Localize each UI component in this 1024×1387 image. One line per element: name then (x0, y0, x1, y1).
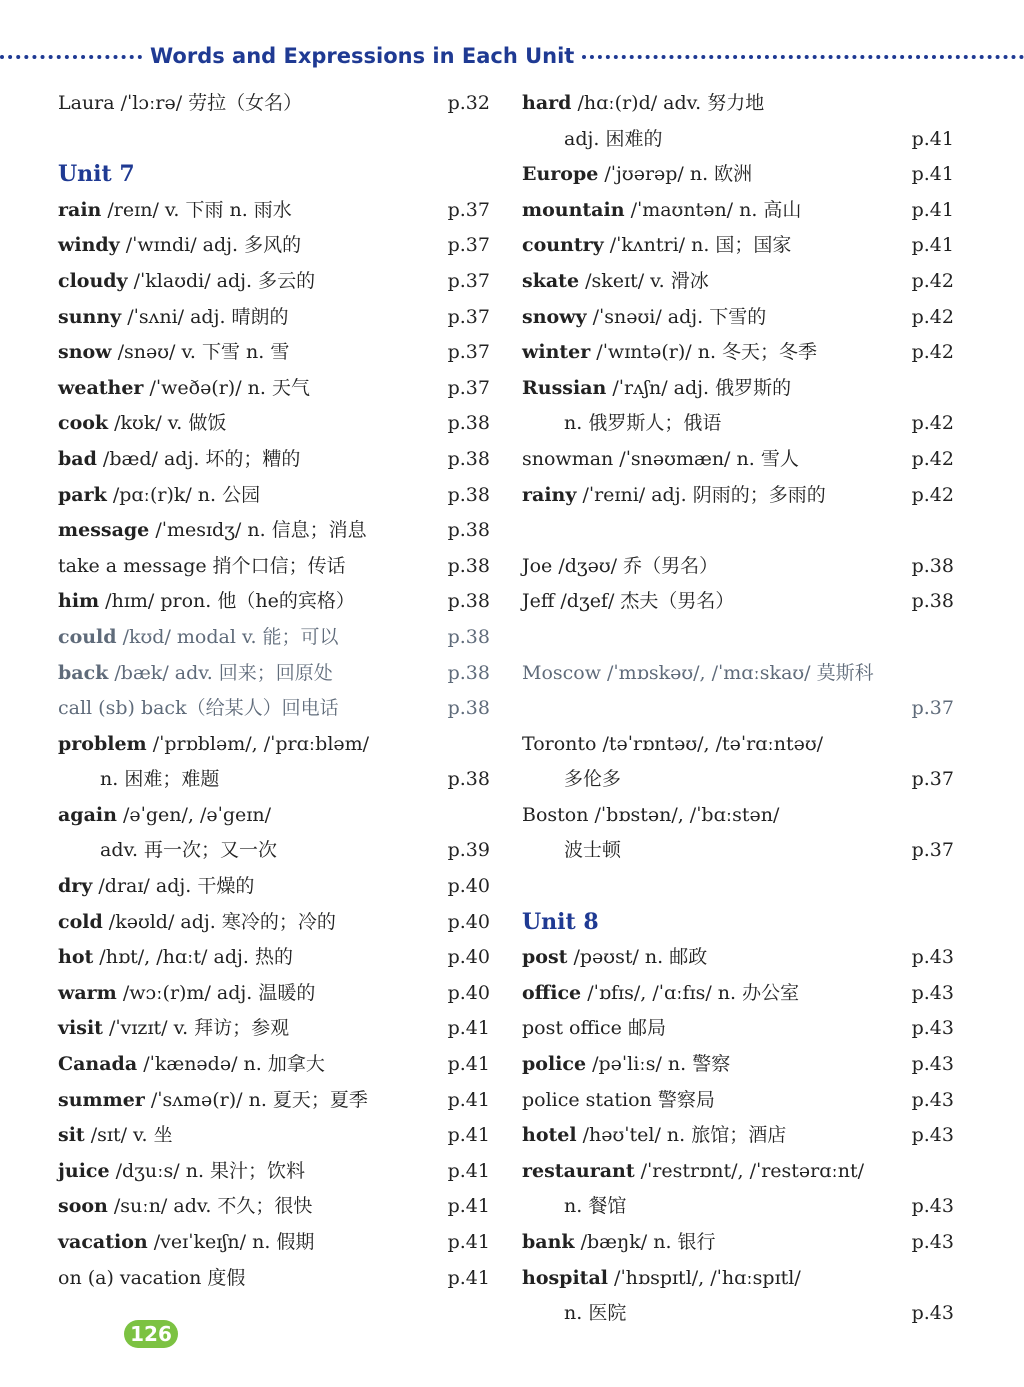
vocab-definition: /suːn/ adv. 不久；很快 (107, 1195, 313, 1218)
vocab-word: police (522, 1053, 587, 1076)
vocab-entry (58, 727, 490, 763)
vocab-word: warm (58, 981, 117, 1004)
vocab-word: summer (58, 1088, 145, 1111)
page-reference: p.40 (447, 981, 490, 1004)
vocab-text (58, 620, 339, 656)
vocab-entry (58, 549, 490, 585)
vocab-definition: /ˈvɪzɪt/ v. 拜访；参观 (102, 1017, 290, 1040)
vocab-entry (522, 335, 954, 371)
page-reference: p.41 (447, 1017, 490, 1040)
vocab-word: snow (58, 341, 112, 364)
page-reference: p.43 (911, 1124, 954, 1147)
page-reference: p.38 (447, 447, 490, 470)
page-reference: p.37 (447, 269, 490, 292)
vocab-definition: /hɪm/ pron. 他（he的宾格） (99, 590, 355, 613)
vocab-word: park (58, 483, 107, 506)
vocab-entry (522, 1118, 954, 1154)
vocab-text (58, 513, 367, 549)
vocab-definition: /dʒuːs/ n. 果汁；饮料 (109, 1159, 306, 1182)
vocab-entry (522, 1261, 954, 1297)
vocab-word: cloudy (58, 269, 128, 292)
vocab-text: Jeff /dʒef/ 杰夫（男名） (522, 590, 735, 613)
vocab-word: bank (522, 1231, 575, 1253)
vocab-word: back (58, 661, 109, 684)
vocab-text: n. 俄罗斯人；俄语 (564, 412, 722, 435)
vocab-entry (522, 122, 954, 158)
page-reference: p.38 (447, 661, 490, 684)
vocab-text: call (sb) back（给某人）回电话 (58, 697, 339, 720)
section-header (0, 40, 1024, 72)
vocab-text: take a message 捎个口信；传话 (58, 554, 346, 577)
vocab-text (522, 976, 799, 1012)
header-dots-right (582, 55, 1024, 59)
page-reference: p.41 (911, 198, 954, 221)
vocab-entry (522, 1011, 954, 1047)
vocab-definition: /ˈjʊərəp/ n. 欧洲 (598, 163, 753, 186)
page-number-badge: 126 (124, 1320, 178, 1348)
page-reference: p.42 (911, 483, 954, 506)
vocab-text (58, 584, 355, 620)
vocab-definition: /ˈkænədə/ n. 加拿大 (137, 1053, 325, 1076)
vocab-text (522, 1047, 730, 1083)
vocab-word: Europe (522, 163, 599, 186)
vocab-definition: /ˈhɒspɪtl/, /ˈhɑːspɪtl/ (608, 1266, 801, 1289)
spacer (58, 122, 490, 158)
vocab-entry (58, 513, 490, 549)
page-reference: p.38 (911, 590, 954, 613)
vocab-entry (58, 976, 490, 1012)
vocab-entry (522, 264, 954, 300)
vocab-definition: /skeɪt/ v. 滑冰 (579, 269, 709, 292)
page-reference: p.37 (447, 234, 490, 257)
vocab-text (522, 1154, 864, 1190)
vocab-entry (522, 976, 954, 1012)
vocab-word: problem (58, 732, 147, 755)
page-reference: p.43 (911, 1195, 954, 1218)
vocab-text: Laura /ˈlɔːrə/ 劳拉（女名） (58, 92, 303, 114)
page-reference: p.32 (447, 92, 490, 114)
unit-heading: Unit 8 (522, 908, 599, 935)
vocab-definition: /pəˈliːs/ n. 警察 (586, 1053, 731, 1076)
vocab-text: adj. 困难的 (564, 127, 663, 150)
vocab-definition: /ˈmesɪdʒ/ n. 信息；消息 (149, 519, 367, 542)
vocab-entry (522, 798, 954, 834)
vocab-word: hotel (522, 1124, 577, 1147)
page-reference: p.43 (911, 981, 954, 1004)
page-reference: p.43 (911, 1088, 954, 1111)
vocab-text (522, 1261, 801, 1297)
vocab-word: sit (58, 1124, 85, 1147)
spacer (522, 620, 954, 656)
page-reference: p.43 (911, 1017, 954, 1040)
vocab-definition: /veɪˈkeɪʃn/ n. 假期 (147, 1231, 315, 1253)
vocab-word: Russian (522, 376, 607, 399)
vocab-definition: /ˈreɪni/ adj. 阴雨的；多雨的 (576, 483, 826, 506)
page-reference: p.38 (447, 412, 490, 435)
vocab-definition: /snəʊ/ v. 下雪 n. 雪 (111, 341, 290, 364)
vocab-entry (522, 1154, 954, 1190)
vocab-text (58, 905, 336, 941)
vocab-word: cold (58, 910, 103, 933)
vocab-word: windy (58, 234, 120, 257)
vocab-text: on (a) vacation 度假 (58, 1266, 246, 1289)
vocab-definition: /hɑː(r)d/ adv. 努力地 (571, 92, 765, 114)
page-reference: p.41 (911, 234, 954, 257)
vocab-text (58, 406, 226, 442)
page-reference: p.41 (447, 1195, 490, 1218)
vocab-definition: /bæd/ adj. 坏的；糟的 (96, 447, 301, 470)
vocab-definition: /kʊd/ modal v. 能；可以 (116, 625, 339, 648)
vocab-text (58, 976, 315, 1012)
vocab-text (58, 300, 289, 336)
page-reference: p.37 (447, 376, 490, 399)
spacer (522, 513, 954, 549)
vocab-text (58, 727, 369, 763)
page-reference: p.43 (911, 1231, 954, 1253)
vocab-entry (58, 905, 490, 941)
page-reference: p.41 (447, 1088, 490, 1111)
vocab-text (58, 1225, 314, 1261)
vocab-entry (58, 762, 490, 798)
vocab-definition: /bæŋk/ n. 银行 (574, 1231, 716, 1253)
vocab-text (522, 300, 766, 336)
vocab-entry (58, 1261, 490, 1297)
page-reference: p.38 (447, 625, 490, 648)
vocab-entry (58, 478, 490, 514)
vocab-text (58, 1011, 289, 1047)
vocab-definition: /sɪt/ v. 坐 (84, 1124, 173, 1147)
vocab-entry (522, 1225, 954, 1261)
vocab-definition: /həʊˈtel/ n. 旅馆；酒店 (576, 1124, 787, 1147)
vocab-definition: /ˈwɪntə(r)/ n. 冬天；冬季 (590, 341, 818, 364)
vocab-definition: /kəʊld/ adj. 寒冷的；冷的 (102, 910, 336, 933)
vocab-text (522, 940, 707, 976)
vocab-text: n. 医院 (564, 1302, 627, 1325)
header-title: Words and Expressions in Each Unit (150, 44, 575, 68)
left-column (58, 86, 490, 1296)
vocab-definition: /ˈɒfɪs/, /ˈɑːfɪs/ n. 办公室 (581, 981, 800, 1004)
vocab-word: bad (58, 447, 97, 470)
vocab-word: Canada (58, 1053, 138, 1076)
vocab-entry (522, 228, 954, 264)
vocab-word: winter (522, 341, 591, 364)
vocab-entry (58, 1011, 490, 1047)
vocab-text: police station 警察局 (522, 1088, 715, 1111)
vocab-text (58, 228, 301, 264)
vocab-entry (522, 549, 954, 585)
vocab-entry (58, 1083, 490, 1119)
page-reference: p.41 (447, 1266, 490, 1289)
vocab-text (58, 940, 293, 976)
vocab-word: him (58, 590, 100, 613)
vocab-word: again (58, 803, 117, 826)
page-reference: p.42 (911, 305, 954, 328)
page-reference: p.43 (911, 1302, 954, 1325)
vocab-text (58, 478, 260, 514)
vocab-definition: /pɑː(r)k/ n. 公园 (106, 483, 261, 506)
vocab-definition: /ˈweðə(r)/ n. 天气 (143, 376, 310, 399)
vocab-text: adv. 再一次；又一次 (100, 839, 278, 862)
vocab-text (58, 1154, 305, 1190)
page-reference: p.41 (447, 1159, 490, 1182)
vocab-word: visit (58, 1017, 103, 1040)
page-reference: p.42 (911, 269, 954, 292)
vocab-word: hard (522, 92, 572, 114)
page-reference: p.37 (911, 697, 954, 720)
vocab-entry (58, 869, 490, 905)
vocab-text: n. 困难；难题 (100, 768, 220, 791)
vocab-entry (522, 833, 954, 869)
vocab-entry (522, 86, 954, 122)
page-reference: p.43 (911, 1053, 954, 1076)
vocab-word: rain (58, 198, 102, 221)
vocab-word: hot (58, 946, 94, 969)
vocab-definition: /əˈgen/, /əˈgeɪn/ (116, 803, 271, 826)
vocab-definition: /ˈrestrɒnt/, /ˈrestərɑːnt/ (634, 1159, 865, 1182)
vocab-word: mountain (522, 198, 625, 221)
vocab-text (58, 1083, 368, 1119)
vocab-entry (58, 584, 490, 620)
vocab-text (522, 335, 817, 371)
vocab-word: hospital (522, 1266, 608, 1289)
vocab-text: 多伦多 (564, 768, 622, 791)
vocab-text (522, 157, 752, 193)
vocab-entry (58, 228, 490, 264)
header-dots-left (0, 55, 142, 59)
vocab-text (58, 264, 315, 300)
vocab-entry (58, 833, 490, 869)
vocab-definition: /wɔː(r)m/ adj. 温暖的 (116, 981, 316, 1004)
vocab-word: vacation (58, 1231, 148, 1253)
vocab-text (58, 869, 254, 905)
spacer (522, 869, 954, 905)
vocab-entry (58, 940, 490, 976)
page-reference: p.38 (447, 590, 490, 613)
right-column (522, 86, 954, 1332)
vocab-definition: /ˈsʌni/ adj. 晴朗的 (121, 305, 289, 328)
vocab-definition: /bæk/ adv. 回来；回原处 (108, 661, 333, 684)
vocab-entry (522, 584, 954, 620)
page-reference: p.40 (447, 875, 490, 898)
vocab-entry (58, 1118, 490, 1154)
vocab-entry (58, 1225, 490, 1261)
vocab-text: Moscow /ˈmɒskəʊ/, /ˈmɑːskaʊ/ 莫斯科 (522, 661, 874, 684)
page-reference: p.42 (911, 447, 954, 470)
vocab-word: message (58, 519, 150, 542)
vocab-text: Joe /dʒəʊ/ 乔（男名） (522, 554, 719, 577)
vocab-entry (58, 691, 490, 727)
vocab-definition: /ˈprɒbləm/, /ˈprɑːbləm/ (146, 732, 370, 755)
vocab-word: skate (522, 269, 580, 292)
page-reference: p.37 (911, 839, 954, 862)
page-reference: p.39 (447, 839, 490, 862)
vocab-entry (522, 691, 954, 727)
page-reference: p.41 (911, 163, 954, 186)
page-reference: p.40 (447, 910, 490, 933)
vocab-text (522, 1118, 786, 1154)
page-reference: p.37 (447, 341, 490, 364)
vocab-entry (522, 762, 954, 798)
vocab-definition: /hɒt/, /hɑːt/ adj. 热的 (93, 946, 293, 969)
vocab-text (58, 1189, 312, 1225)
vocab-text (58, 1118, 173, 1154)
vocab-text (522, 1225, 716, 1261)
vocab-entry (58, 264, 490, 300)
vocab-word: country (522, 234, 604, 257)
page-reference: p.37 (447, 198, 490, 221)
vocab-entry (522, 1047, 954, 1083)
page-reference: p.38 (447, 519, 490, 542)
vocab-definition: /draɪ/ adj. 干燥的 (92, 875, 255, 898)
vocab-word: weather (58, 376, 144, 399)
vocab-entry (58, 335, 490, 371)
vocab-text (522, 86, 764, 122)
vocab-word: soon (58, 1195, 108, 1218)
page-reference: p.37 (447, 305, 490, 328)
vocab-text: Toronto /təˈrɒntəʊ/, /təˈrɑːntəʊ/ (522, 732, 824, 755)
vocab-text (522, 264, 709, 300)
vocab-text: post office 邮局 (522, 1017, 666, 1040)
vocab-entry (522, 478, 954, 514)
vocab-text (522, 478, 826, 514)
vocab-word: office (522, 981, 582, 1004)
vocab-text (58, 371, 310, 407)
vocab-text (58, 442, 300, 478)
vocab-entry (58, 620, 490, 656)
vocab-entry (58, 300, 490, 336)
vocab-entry (58, 798, 490, 834)
vocab-text (58, 656, 333, 692)
vocab-entry (522, 1296, 954, 1332)
vocab-definition: /ˈwɪndi/ adj. 多风的 (119, 234, 302, 257)
vocab-word: sunny (58, 305, 122, 328)
vocab-definition: /ˈklaʊdi/ adj. 多云的 (127, 269, 316, 292)
vocab-definition: /ˈsʌmə(r)/ n. 夏天；夏季 (144, 1088, 368, 1111)
unit-heading: Unit 7 (58, 161, 135, 188)
vocab-definition: /ˈmaʊntən/ n. 高山 (624, 198, 802, 221)
vocab-entry (522, 371, 954, 407)
vocab-entry (522, 1083, 954, 1119)
page-reference: p.38 (447, 483, 490, 506)
vocab-definition: /ˈkʌntri/ n. 国；国家 (603, 234, 792, 257)
page-reference: p.38 (447, 697, 490, 720)
vocab-entry (58, 371, 490, 407)
vocab-word: cook (58, 412, 109, 435)
vocab-entry (522, 727, 954, 763)
page-reference: p.41 (447, 1053, 490, 1076)
vocab-text (58, 1047, 325, 1083)
vocab-entry (58, 406, 490, 442)
vocab-entry (522, 940, 954, 976)
vocab-text (522, 193, 801, 229)
vocab-entry (58, 193, 490, 229)
vocab-text (58, 193, 292, 229)
vocab-word: rainy (522, 483, 577, 506)
vocab-word: dry (58, 875, 93, 898)
vocab-word: restaurant (522, 1159, 635, 1182)
page-reference: p.38 (447, 554, 490, 577)
page-reference: p.38 (447, 768, 490, 791)
vocab-text: 波士顿 (564, 839, 622, 862)
vocab-text (58, 335, 289, 371)
vocab-entry (58, 1189, 490, 1225)
vocab-entry (522, 300, 954, 336)
vocab-entry (58, 442, 490, 478)
page-reference: p.37 (911, 768, 954, 791)
vocab-entry (522, 406, 954, 442)
vocab-entry (58, 86, 490, 122)
vocab-definition: /reɪn/ v. 下雨 n. 雨水 (101, 198, 292, 221)
vocab-entry (522, 656, 954, 692)
page-reference: p.41 (447, 1124, 490, 1147)
vocab-word: snowy (522, 305, 587, 328)
page-reference: p.41 (911, 127, 954, 150)
vocab-definition: /ˈsnəʊi/ adj. 下雪的 (586, 305, 767, 328)
page-reference: p.42 (911, 341, 954, 364)
vocab-entry (522, 193, 954, 229)
page-reference: p.42 (911, 412, 954, 435)
vocab-text (522, 371, 791, 407)
vocab-definition: /pəʊst/ n. 邮政 (567, 946, 708, 969)
page-reference: p.41 (447, 1231, 490, 1253)
page-reference: p.43 (911, 946, 954, 969)
vocab-word: post (522, 946, 568, 969)
vocab-entry (58, 1047, 490, 1083)
vocab-word: could (58, 625, 117, 648)
page-reference: p.38 (911, 554, 954, 577)
vocab-text: Boston /ˈbɒstən/, /ˈbɑːstən/ (522, 803, 780, 826)
vocab-entry (522, 442, 954, 478)
vocab-entry (522, 1189, 954, 1225)
vocab-text: n. 餐馆 (564, 1195, 627, 1218)
vocab-text: snowman /ˈsnəʊmæn/ n. 雪人 (522, 447, 799, 470)
vocab-definition: /ˈrʌʃn/ adj. 俄罗斯的 (606, 376, 792, 399)
vocab-entry (58, 1154, 490, 1190)
vocab-definition: /kʊk/ v. 做饭 (108, 412, 227, 435)
vocab-word: juice (58, 1159, 110, 1182)
vocab-text (522, 228, 791, 264)
vocab-entry (58, 656, 490, 692)
vocab-text (58, 798, 271, 834)
page-reference: p.40 (447, 946, 490, 969)
vocab-entry (522, 157, 954, 193)
